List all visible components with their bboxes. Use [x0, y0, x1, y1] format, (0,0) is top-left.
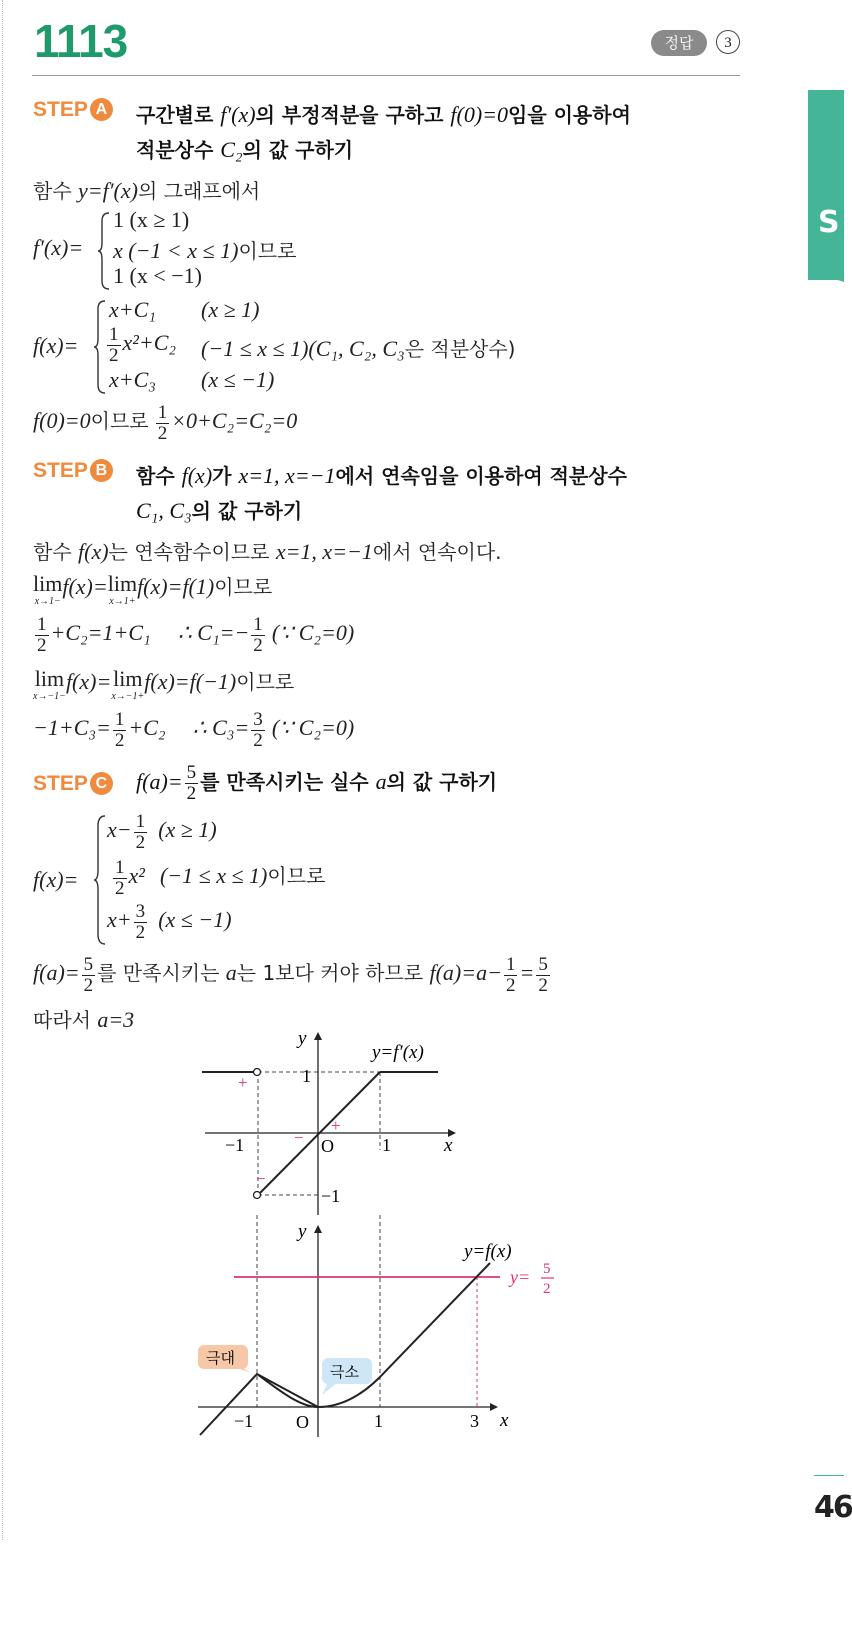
g2-origin: O	[296, 1412, 309, 1432]
g1-tick-y1: 1	[302, 1066, 311, 1086]
g1-plus-right: +	[331, 1116, 341, 1135]
f-final-case2: $\frac{1}{2}$ x² (−1 ≤ x ≤ 1)이므로	[115, 857, 326, 899]
step-a-title-line1: 구간별로 f′(x)의 부정적분을 구하고 f(0)=0임을 이용하여	[136, 102, 631, 127]
eq1-line: $\frac{1}{2}$ +C₂=1+C₁ ∴ C₁=− $\frac{1}{2}$ (∵ C₂=0)	[37, 614, 355, 656]
f-lhs: f(x)=	[33, 333, 79, 358]
step-b-circle: B	[90, 459, 113, 482]
lim1-line: lim x→1− f(x)=lim x→1+ f(x)=f(1)이므로	[33, 571, 273, 607]
local-max-callout	[198, 1345, 252, 1373]
side-chapter-tab	[808, 90, 844, 280]
g2-curve-label: y=f(x)	[464, 1241, 512, 1262]
step-c-circle: C	[90, 772, 113, 795]
g2-y-label: y	[298, 1221, 307, 1242]
g2-tick-x3: 3	[470, 1411, 479, 1431]
f-case2: $\frac{1}{2}$ x²+C₂	[109, 324, 177, 366]
f-case2-cond: (−1 ≤ x ≤ 1)(C₁, C₂, C₃은 적분상수)	[201, 336, 516, 361]
open-point-left	[254, 1069, 261, 1076]
f-case3-cond: (x ≤ −1)	[201, 367, 275, 392]
fprime-case2: x (−1 < x ≤ 1)이므로	[113, 238, 297, 263]
g1-x-label: x	[444, 1135, 453, 1156]
g2-line-den: 2	[543, 1281, 551, 1297]
f-piecewise	[33, 295, 553, 395]
local-min-label: 극소	[330, 1365, 359, 1381]
step-a-circle: A	[90, 98, 113, 121]
f-final-brace	[93, 814, 107, 946]
fprime-case1: 1 (x ≥ 1)	[113, 207, 190, 232]
f-final-case1: x− $\frac{1}{2}$ (x ≥ 1)	[107, 811, 217, 853]
g1-minus-center: −	[294, 1128, 304, 1147]
f-final-case3: x+ $\frac{3}{2}$ (x ≤ −1)	[107, 901, 232, 943]
page-number-fragment: 46	[814, 1490, 852, 1525]
step-b-line1: 함수 f(x)는 연속함수이므로 x=1, x=−1에서 연속이다.	[33, 539, 502, 564]
g1-y-label: y	[298, 1028, 307, 1049]
page-margin-line	[2, 0, 3, 1540]
answer-value: 3	[716, 30, 740, 54]
side-divider	[814, 1475, 844, 1476]
open-point-bottom	[254, 1192, 261, 1199]
g2-tick-xneg1: −1	[234, 1411, 254, 1431]
header-rule	[32, 75, 740, 76]
lim2-line: lim x→−1− f(x)=lim x→−1+ f(x)=f(−1)이므로	[33, 666, 295, 702]
local-max-label: 극대	[206, 1351, 235, 1367]
graph-fprime	[190, 1020, 490, 1220]
f-case1-cond: (x ≥ 1)	[201, 297, 260, 322]
g1-origin: O	[321, 1136, 334, 1156]
answer-badge: 정답	[651, 30, 707, 56]
g1-tick-xneg1: −1	[225, 1135, 245, 1155]
f-final-piecewise	[33, 810, 453, 950]
step-b-title-line1: 함수 f(x)가 x=1, x=−1에서 연속임을 이용하여 적분상수	[136, 463, 627, 488]
problem-number: 1113	[34, 15, 128, 67]
g2-line-num: 5	[543, 1261, 551, 1277]
step-c-tag: STEP C	[33, 772, 113, 796]
g1-tick-x1: 1	[382, 1135, 391, 1155]
f-case3-expr: x+C₃	[109, 367, 156, 392]
graph-f	[190, 1215, 570, 1445]
eq2-line: −1+C₃= $\frac{1}{2}$ +C₂ ∴ C₃= $\frac{3}{2}$ (∵ C₂=0)	[33, 709, 355, 751]
g1-minus-left: −	[256, 1169, 266, 1188]
y-axis-arrow	[314, 1032, 322, 1040]
side-tab-notch	[808, 270, 844, 282]
step-a-title-line2: 적분상수 C₂의 값 구하기	[136, 137, 354, 162]
g2-y-axis-arrow	[314, 1225, 322, 1233]
fprime-case3: 1 (x < −1)	[113, 263, 202, 288]
fprime-lhs: f′(x)=	[33, 235, 84, 260]
g2-line-label: y=	[510, 1267, 531, 1287]
fprime-piecewise	[33, 205, 433, 295]
g1-plus-left: +	[238, 1073, 248, 1092]
step-b-title-line2: C₁, C₃의 값 구하기	[136, 498, 303, 523]
g2-x-axis-arrow	[490, 1403, 498, 1411]
step-a-line1: 함수 y=f′(x)의 그래프에서	[33, 178, 261, 203]
f-case1-expr: x+C₁	[109, 297, 156, 322]
f0-line: f(0)=0이므로 $\frac{1}{2}$ ×0+C₂=C₂=0	[33, 402, 298, 444]
conclusion-line: f(a)= $\frac{5}{2}$ 를 만족시키는 a는 1보다 커야 하므로 f(a)=a− $\frac{1}{2}$ = $\frac{5}{2}$	[33, 954, 548, 996]
side-tab-glyph: S	[818, 205, 840, 240]
g1-curve-label: y=f′(x)	[372, 1042, 424, 1063]
f-final-lhs: f(x)=	[33, 867, 79, 892]
step-b-tag: STEP B	[33, 459, 113, 483]
g2-x-label: x	[500, 1410, 509, 1431]
final-answer-line: 따라서 a=3	[33, 1007, 135, 1032]
g2-tick-x1: 1	[374, 1411, 383, 1431]
step-a-tag: STEP A	[33, 98, 113, 122]
g1-tick-yneg1: −1	[321, 1186, 341, 1206]
step-c-title: f(a)= $\frac{5}{2}$ 를 만족시키는 실수 a의 값 구하기	[136, 762, 498, 804]
fprime-brace	[97, 211, 111, 291]
